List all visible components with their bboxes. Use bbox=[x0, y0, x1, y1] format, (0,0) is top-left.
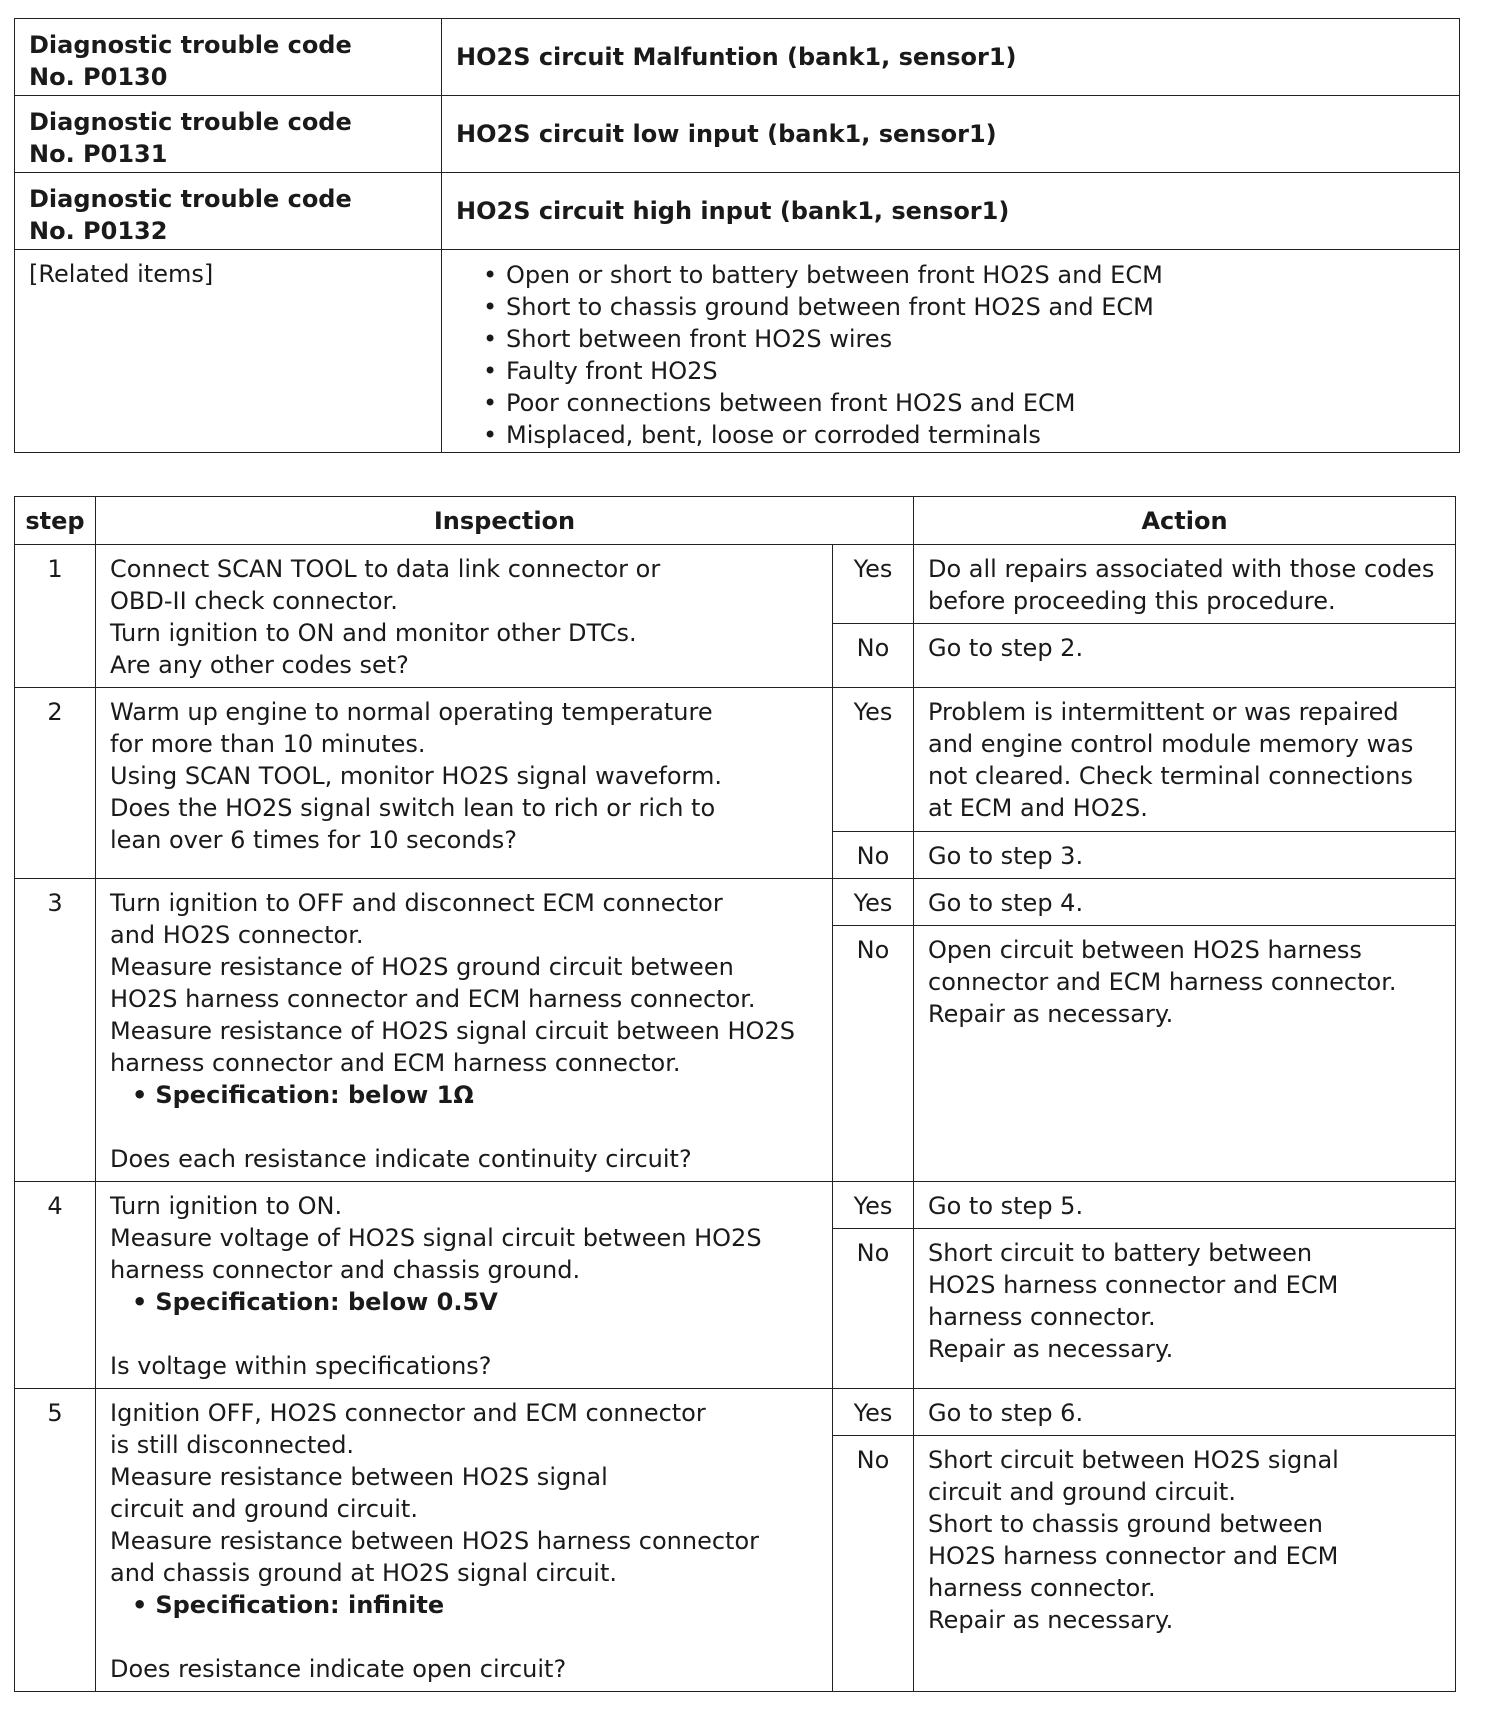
yes-label: Yes bbox=[833, 1389, 914, 1436]
yes-label: Yes bbox=[833, 1182, 914, 1229]
no-action: Short circuit between HO2S signal circuit and ground circuit. Short to chassis ground between HO2S harness connector and ECM harness connector. Repair as necessary. bbox=[914, 1436, 1456, 1692]
step-number: 1 bbox=[15, 545, 96, 688]
dtc-row bbox=[15, 173, 1460, 250]
related-items-list bbox=[443, 251, 1458, 451]
no-label: No bbox=[833, 832, 914, 879]
yes-action: Do all repairs associated with those codes before proceeding this procedure. bbox=[914, 545, 1456, 624]
bullet-icon: • bbox=[483, 421, 498, 449]
yes-action: Go to step 5. bbox=[914, 1182, 1456, 1229]
step-number: 4 bbox=[15, 1182, 96, 1389]
specification: • Specification: infinite bbox=[132, 1591, 445, 1619]
list-item: • Misplaced, bent, loose or corroded terminals bbox=[483, 421, 1041, 449]
list-item: • Short to chassis ground between front HO2S and ECM bbox=[483, 293, 1154, 321]
related-items-row bbox=[15, 250, 1460, 453]
dtc-row bbox=[15, 19, 1460, 96]
yes-action: Go to step 4. bbox=[914, 879, 1456, 926]
list-item: • Faulty front HO2S bbox=[483, 357, 718, 385]
no-label: No bbox=[833, 1229, 914, 1389]
bullet-icon: • bbox=[132, 1591, 148, 1619]
inspection-question: Is voltage within specifications? bbox=[110, 1352, 492, 1380]
step-row bbox=[15, 545, 1456, 624]
inspection-question: Does resistance indicate open circuit? bbox=[110, 1655, 567, 1683]
list-item: • Open or short to battery between front HO2S and ECM bbox=[483, 261, 1163, 289]
no-action: Go to step 3. bbox=[914, 832, 1456, 879]
related-items-cell bbox=[442, 250, 1460, 453]
dtc-table bbox=[14, 18, 1460, 453]
dtc-description: HO2S circuit high input (bank1, sensor1) bbox=[442, 173, 1460, 250]
step-number: 2 bbox=[15, 688, 96, 879]
dtc-label-line1: Diagnostic trouble code bbox=[29, 31, 352, 59]
dtc-label-cell bbox=[15, 173, 442, 250]
no-action: Short circuit to battery between HO2S harness connector and ECM harness connector. Repair as necessary. bbox=[914, 1229, 1456, 1389]
dtc-label-line1: Diagnostic trouble code bbox=[29, 185, 352, 213]
dtc-description: HO2S circuit Malfuntion (bank1, sensor1) bbox=[442, 19, 1460, 96]
yes-label: Yes bbox=[833, 545, 914, 624]
bullet-icon: • bbox=[132, 1288, 148, 1316]
bullet-icon: • bbox=[483, 325, 498, 353]
header-step: step bbox=[15, 497, 96, 545]
no-label: No bbox=[833, 926, 914, 1182]
no-action: Open circuit between HO2S harness connector and ECM harness connector. Repair as necessary. bbox=[914, 926, 1456, 1182]
yes-label: Yes bbox=[833, 879, 914, 926]
dtc-label-line1: Diagnostic trouble code bbox=[29, 108, 352, 136]
dtc-row bbox=[15, 96, 1460, 173]
step-row bbox=[15, 1389, 1456, 1436]
dtc-label-cell bbox=[15, 96, 442, 173]
dtc-label-cell bbox=[15, 19, 442, 96]
step-row bbox=[15, 1182, 1456, 1229]
inspection-question: Does each resistance indicate continuity circuit? bbox=[110, 1145, 692, 1173]
bullet-icon: • bbox=[483, 293, 498, 321]
dtc-code: No. P0130 bbox=[29, 63, 168, 91]
list-item: • Short between front HO2S wires bbox=[483, 325, 893, 353]
step-number: 5 bbox=[15, 1389, 96, 1692]
bullet-icon: • bbox=[132, 1081, 148, 1109]
inspection-cell: Ignition OFF, HO2S connector and ECM connector is still disconnected. Measure resistance between HO2S signal circuit and ground circuit. Measure resistance between HO2S harness connector and chassis ground at HO2S signal circuit. • Specification: infinite Does resistance indicate open circuit? bbox=[96, 1389, 833, 1692]
step-row bbox=[15, 688, 1456, 832]
bullet-icon: • bbox=[483, 261, 498, 289]
inspection-cell: Turn ignition to ON. Measure voltage of HO2S signal circuit between HO2S harness connector and chassis ground. • Specification: below 0.5V Is voltage within specifications? bbox=[96, 1182, 833, 1389]
inspection-cell: Connect SCAN TOOL to data link connector or OBD-II check connector. Turn ignition to ON and monitor other DTCs. Are any other codes set? bbox=[96, 545, 833, 688]
related-items-label: [Related items] bbox=[15, 250, 442, 453]
yes-label: Yes bbox=[833, 688, 914, 832]
dtc-code: No. P0131 bbox=[29, 140, 168, 168]
specification: • Specification: below 1Ω bbox=[132, 1081, 474, 1109]
inspection-cell: Warm up engine to normal operating temperature for more than 10 minutes. Using SCAN TOOL, monitor HO2S signal waveform. Does the HO2S signal switch lean to rich or rich to lean over 6 times for 10 seconds? bbox=[96, 688, 833, 879]
bullet-icon: • bbox=[483, 389, 498, 417]
step-number: 3 bbox=[15, 879, 96, 1182]
bullet-icon: • bbox=[483, 357, 498, 385]
inspection-cell: Turn ignition to OFF and disconnect ECM connector and HO2S connector. Measure resistance of HO2S ground circuit between HO2S harness connector and ECM harness connector. Measure resistance of HO2S signal circuit between HO2S harness connector and ECM harness connector. • Specification: below 1Ω Does each resistance indicate continuity circuit? bbox=[96, 879, 833, 1182]
list-item: • Poor connections between front HO2S and ECM bbox=[483, 389, 1076, 417]
no-action: Go to step 2. bbox=[914, 624, 1456, 688]
yes-action: Problem is intermittent or was repaired and engine control module memory was not cleared. Check terminal connections at ECM and HO2S. bbox=[914, 688, 1456, 832]
procedure-table bbox=[14, 496, 1456, 1692]
specification: • Specification: below 0.5V bbox=[132, 1288, 498, 1316]
header-inspection: Inspection bbox=[96, 497, 914, 545]
step-row bbox=[15, 879, 1456, 926]
header-row bbox=[15, 497, 1456, 545]
no-label: No bbox=[833, 624, 914, 688]
yes-action: Go to step 6. bbox=[914, 1389, 1456, 1436]
no-label: No bbox=[833, 1436, 914, 1692]
header-action: Action bbox=[914, 497, 1456, 545]
dtc-description: HO2S circuit low input (bank1, sensor1) bbox=[442, 96, 1460, 173]
dtc-code: No. P0132 bbox=[29, 217, 168, 245]
